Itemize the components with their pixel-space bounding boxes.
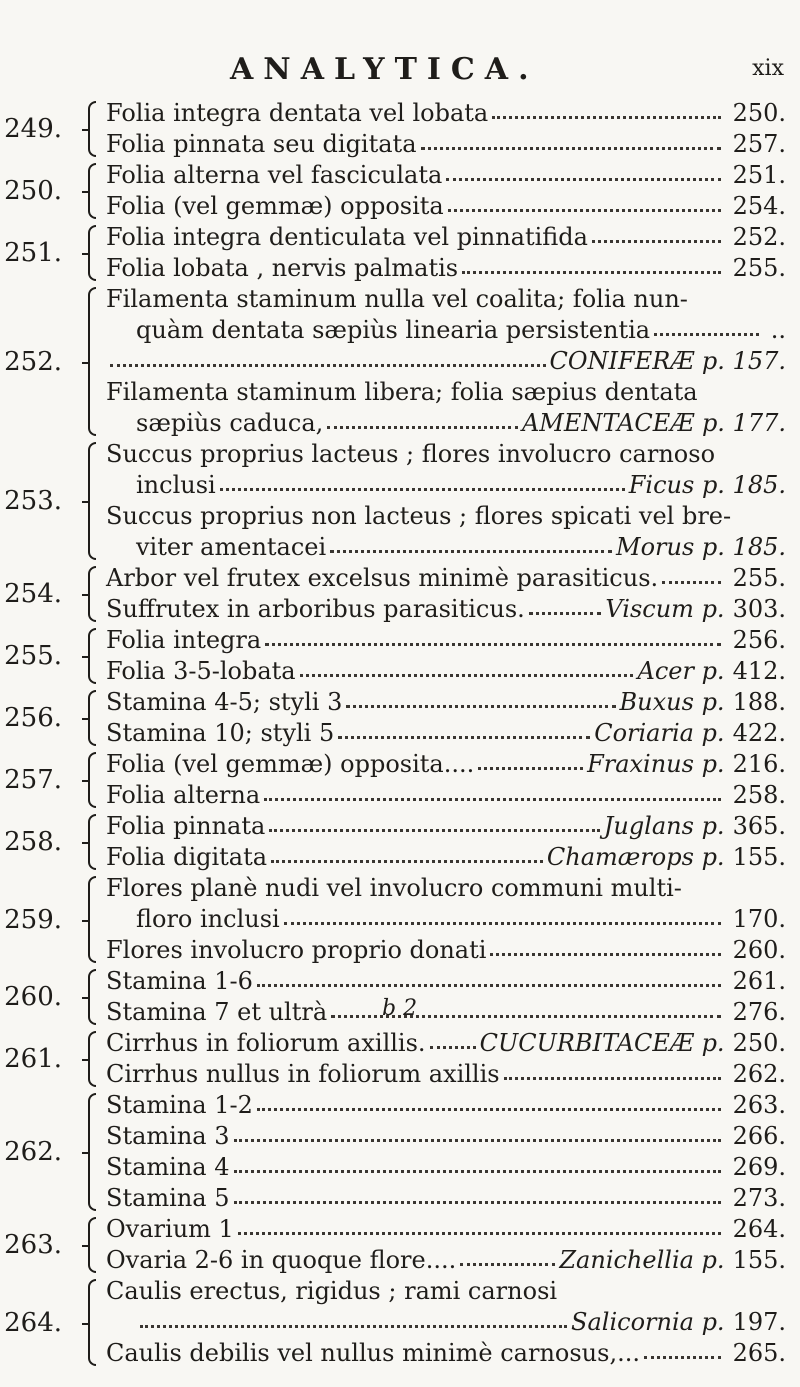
dot-leader (220, 488, 625, 491)
key-line (106, 842, 786, 873)
target-number: 250. (732, 99, 786, 127)
running-title: ANALYTICA. (230, 52, 539, 87)
target-number: 258. (732, 781, 786, 809)
target-number: 155. (732, 1246, 786, 1274)
key-group (0, 1090, 800, 1214)
key-line (106, 346, 786, 377)
brace-icon (80, 752, 104, 808)
key-line (106, 439, 786, 470)
signature-mark: b 2 (382, 996, 418, 1021)
key-line (106, 1121, 786, 1152)
line-text: inclusi (136, 471, 216, 499)
line-text: Suffrutex in arboribus parasiticus. (106, 595, 525, 623)
dot-leader (330, 550, 612, 553)
dot-leader (234, 1201, 721, 1204)
key-group (0, 284, 800, 439)
genus-reference: Fraxinus p. (587, 750, 725, 778)
line-text: Folia alterna (106, 781, 261, 809)
group-lines (106, 1090, 800, 1214)
line-text: quàm dentata sæpiùs linearia persistentia (136, 316, 651, 344)
group-lines (106, 1276, 800, 1369)
group-lines (106, 1028, 800, 1090)
line-text: Ovaria 2-6 in quoque flore.... (106, 1246, 457, 1274)
key-line (106, 501, 786, 532)
dot-leader (327, 426, 518, 429)
dot-leader (662, 581, 720, 584)
genus-reference: Morus p. 185. (616, 533, 786, 561)
group-number: 261. (4, 1044, 62, 1074)
key-line (106, 997, 786, 1028)
brace-icon (80, 876, 104, 963)
line-text: viter amentacei (136, 533, 327, 561)
brace-icon (80, 628, 104, 684)
group-lines (106, 439, 800, 563)
key-line (106, 253, 786, 284)
dot-leader (257, 1108, 721, 1111)
genus-reference: Viscum p. (605, 595, 725, 623)
analytic-key (0, 98, 800, 1369)
line-text: Folia digitata (106, 843, 268, 871)
dot-leader (257, 984, 721, 987)
dot-leader (446, 178, 720, 181)
key-line (106, 1307, 786, 1338)
brace-icon (80, 814, 104, 870)
line-text: Folia alterna vel fasciculata (106, 161, 443, 189)
key-group (0, 1214, 800, 1276)
key-line (106, 873, 786, 904)
key-group (0, 811, 800, 873)
dot-leader (462, 271, 720, 274)
key-line (106, 1338, 786, 1369)
target-number: 170. (732, 905, 786, 933)
target-number: 276. (732, 998, 786, 1026)
line-text: Stamina 5 (106, 1184, 230, 1212)
dot-leader (346, 705, 615, 708)
genus-reference: Acer p. (637, 657, 725, 685)
line-text: Folia lobata , nervis palmatis (106, 254, 459, 282)
key-line (106, 377, 786, 408)
line-text: Stamina 3 (106, 1122, 230, 1150)
dot-leader (264, 798, 720, 801)
key-line (106, 1059, 786, 1090)
key-group (0, 625, 800, 687)
dot-leader (265, 643, 720, 646)
key-line (106, 966, 786, 997)
dot-leader (284, 922, 721, 925)
key-group (0, 1028, 800, 1090)
group-number: 254. (4, 579, 62, 609)
group-lines (106, 160, 800, 222)
genus-reference: AMENTACEÆ p. 177. (521, 409, 786, 437)
brace-icon (80, 1031, 104, 1087)
target-number: 261. (732, 967, 786, 995)
line-text: floro inclusi (136, 905, 280, 933)
target-number: 273. (732, 1184, 786, 1212)
dot-leader (238, 1232, 721, 1235)
group-lines (106, 625, 800, 687)
group-number: 260. (4, 982, 62, 1012)
brace-icon (80, 1093, 104, 1211)
group-lines (106, 284, 800, 439)
genus-reference: Zanichellia p. (559, 1246, 725, 1274)
page-header (0, 52, 800, 92)
page-number: xix (752, 56, 784, 81)
target-number: 155. (732, 843, 786, 871)
key-line (106, 98, 786, 129)
brace-icon (80, 225, 104, 281)
group-lines (106, 749, 800, 811)
target-number: 265. (732, 1339, 786, 1367)
key-group (0, 439, 800, 563)
group-lines (106, 222, 800, 284)
brace-icon (80, 690, 104, 746)
line-text: Succus proprius lacteus ; flores involucro carnoso (106, 440, 716, 468)
key-line (106, 1276, 786, 1307)
target-number: 269. (732, 1153, 786, 1181)
group-lines (106, 811, 800, 873)
key-line (106, 284, 786, 315)
brace-icon (80, 969, 104, 1025)
group-number: 256. (4, 703, 62, 733)
line-text: Filamenta staminum nulla vel coalita; folia nun- (106, 285, 688, 313)
target-number: 422. (732, 719, 786, 747)
line-text: Stamina 1-2 (106, 1091, 253, 1119)
key-group (0, 687, 800, 749)
key-group (0, 160, 800, 222)
group-lines (106, 687, 800, 749)
line-text: Folia pinnata (106, 812, 266, 840)
group-lines (106, 98, 800, 160)
line-text: Flores planè nudi vel involucro communi multi- (106, 874, 682, 902)
key-line (106, 222, 786, 253)
key-line (106, 315, 786, 346)
group-number: 252. (4, 346, 62, 377)
dot-leader (448, 209, 721, 212)
key-line (106, 625, 786, 656)
key-group (0, 222, 800, 284)
target-number: 256. (732, 626, 786, 654)
dot-leader (478, 767, 583, 770)
line-text: Folia integra (106, 626, 262, 654)
key-group (0, 749, 800, 811)
key-line (106, 718, 786, 749)
key-group (0, 1276, 800, 1369)
line-text: Caulis erectus, rigidus ; rami carnosi (106, 1277, 558, 1305)
target-number: 250. (732, 1029, 786, 1057)
key-line (106, 532, 786, 563)
target-number: 266. (732, 1122, 786, 1150)
key-line (106, 129, 786, 160)
target-number: 188. (732, 688, 786, 716)
dot-leader (110, 364, 546, 367)
group-number: 253. (4, 486, 62, 516)
target-number: 254. (732, 192, 786, 220)
line-text: Cirrhus nullus in foliorum axillis (106, 1060, 500, 1088)
line-text: Folia integra denticulata vel pinnatifida (106, 223, 588, 251)
key-line (106, 811, 786, 842)
target-number: 251. (732, 161, 786, 189)
line-text: Folia (vel gemmæ) opposita.... (106, 750, 475, 778)
key-line (106, 904, 786, 935)
dot-leader (338, 736, 590, 739)
key-line (106, 470, 786, 501)
line-text: Folia (vel gemmæ) opposita (106, 192, 444, 220)
group-number: 257. (4, 765, 62, 795)
key-line (106, 594, 786, 625)
dot-leader (460, 1263, 555, 1266)
dot-leader (592, 240, 721, 243)
key-group (0, 98, 800, 160)
dot-leader (271, 860, 543, 863)
dot-leader (430, 1046, 476, 1049)
dot-leader (490, 953, 720, 956)
key-line (106, 1090, 786, 1121)
target-number: 255. (732, 564, 786, 592)
dot-leader (234, 1139, 721, 1142)
dot-leader (504, 1077, 721, 1080)
key-line (106, 160, 786, 191)
target-number: 263. (732, 1091, 786, 1119)
brace-icon (80, 287, 104, 436)
dot-leader (529, 612, 602, 615)
brace-icon (80, 1279, 104, 1366)
key-line (106, 935, 786, 966)
line-text: Caulis debilis vel nullus minimè carnosus,... (106, 1339, 640, 1367)
brace-icon (80, 163, 104, 219)
dot-leader (421, 147, 721, 150)
line-text: Stamina 4-5; styli 3 (106, 688, 343, 716)
target-number: .. (770, 316, 786, 344)
genus-reference: Coriaria p. (594, 719, 725, 747)
line-text: Folia pinnata seu digitata (106, 130, 417, 158)
target-number: 255. (732, 254, 786, 282)
dot-leader (644, 1356, 721, 1359)
dot-leader (492, 116, 720, 119)
genus-reference: Buxus p. (619, 688, 725, 716)
group-number: 258. (4, 827, 62, 857)
genus-reference: Juglans p. (603, 812, 725, 840)
group-number: 251. (4, 238, 62, 268)
key-line (106, 749, 786, 780)
target-number: 365. (732, 812, 786, 840)
line-text: Stamina 4 (106, 1153, 230, 1181)
dot-leader (269, 829, 599, 832)
genus-reference: Salicornia p. (571, 1308, 725, 1336)
brace-icon (80, 1217, 104, 1273)
key-line (106, 191, 786, 222)
group-lines (106, 563, 800, 625)
key-line (106, 687, 786, 718)
target-number: 264. (732, 1215, 786, 1243)
key-line (106, 1214, 786, 1245)
group-lines (106, 873, 800, 966)
target-number: 216. (732, 750, 786, 778)
line-text: Filamenta staminum libera; folia sæpius dentata (106, 378, 698, 406)
dot-leader (140, 1325, 567, 1328)
group-number: 255. (4, 641, 62, 671)
line-text: Stamina 7 et ultrà (106, 998, 328, 1026)
line-text: Stamina 1-6 (106, 967, 253, 995)
group-number: 262. (4, 1137, 62, 1167)
group-number: 264. (4, 1307, 62, 1338)
line-text: Cirrhus in foliorum axillis. (106, 1029, 426, 1057)
line-text: Arbor vel frutex excelsus minimè parasiticus. (106, 564, 659, 592)
dot-leader (234, 1170, 721, 1173)
group-number: 250. (4, 176, 62, 206)
line-text: Flores involucro proprio donati (106, 936, 487, 964)
key-line (106, 1183, 786, 1214)
brace-icon (80, 101, 104, 157)
brace-icon (80, 442, 104, 560)
target-number: 252. (732, 223, 786, 251)
group-number: 263. (4, 1230, 62, 1260)
group-lines (106, 1214, 800, 1276)
genus-reference: Chamærops p. (546, 843, 725, 871)
target-number: 197. (732, 1308, 786, 1336)
key-line (106, 656, 786, 687)
line-text: sæpiùs caduca, (136, 409, 324, 437)
group-lines (106, 966, 800, 1028)
target-number: 262. (732, 1060, 786, 1088)
genus-reference: CUCURBITACEÆ p. (479, 1029, 725, 1057)
genus-reference: CONIFERÆ p. 157. (549, 347, 786, 375)
key-line (106, 408, 786, 439)
line-text: Folia integra dentata vel lobata (106, 99, 489, 127)
group-number: 249. (4, 114, 62, 144)
brace-icon (80, 566, 104, 622)
key-line (106, 1245, 786, 1276)
dot-leader (300, 674, 634, 677)
target-number: 303. (732, 595, 786, 623)
key-group (0, 563, 800, 625)
key-group (0, 873, 800, 966)
line-text: Stamina 10; styli 5 (106, 719, 335, 747)
dot-leader (654, 333, 759, 336)
key-line (106, 780, 786, 811)
line-text: Folia 3-5-lobata (106, 657, 296, 685)
genus-reference: Ficus p. 185. (628, 471, 786, 499)
target-number: 412. (732, 657, 786, 685)
line-text: Ovarium 1 (106, 1215, 234, 1243)
line-text: Succus proprius non lacteus ; flores spicati vel bre- (106, 502, 732, 530)
key-line (106, 563, 786, 594)
group-number: 259. (4, 904, 62, 935)
target-number: 260. (732, 936, 786, 964)
target-number: 257. (732, 130, 786, 158)
key-line (106, 1028, 786, 1059)
key-line (106, 1152, 786, 1183)
